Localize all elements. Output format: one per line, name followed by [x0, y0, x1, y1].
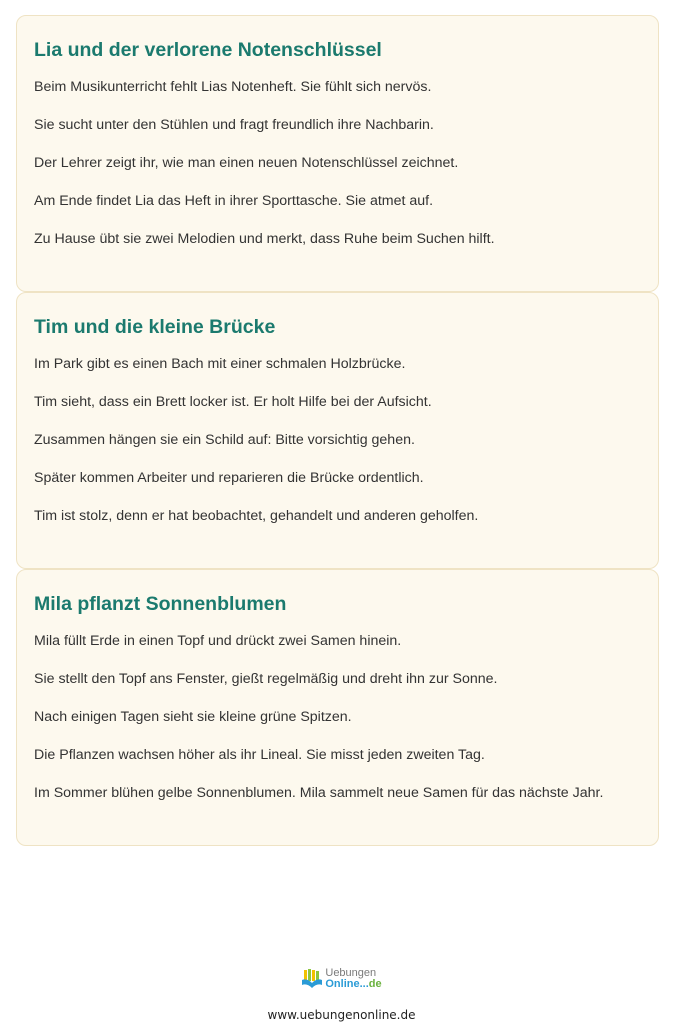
logo-text-de: de: [368, 978, 382, 990]
story-line: Später kommen Arbeiter und reparieren die Brücke ordentlich.: [34, 470, 424, 486]
story-lines: [34, 355, 640, 525]
story-line: Beim Musikunterricht fehlt Lias Notenheft. Sie fühlt sich nervös.: [34, 79, 432, 95]
story-lines: [34, 632, 640, 802]
site-logo[interactable]: [301, 964, 381, 994]
story-line: Tim sieht, dass ein Brett locker ist. Er holt Hilfe bei der Aufsicht.: [34, 394, 432, 410]
story-line: Mila füllt Erde in einen Topf und drückt zwei Samen hinein.: [34, 633, 402, 649]
story-line: Tim ist stolz, denn er hat beobachtet, gehandelt und anderen geholfen.: [34, 508, 479, 524]
story-line: Im Park gibt es einen Bach mit einer schmalen Holzbrücke.: [34, 356, 406, 372]
page-footer: [0, 964, 683, 1022]
story-lines: [34, 78, 640, 248]
site-url[interactable]: www.uebungenonline.de: [267, 1008, 416, 1022]
story-list: [16, 15, 659, 846]
story-line: Im Sommer blühen gelbe Sonnenblumen. Mila sammelt neue Samen für das nächste Jahr.: [34, 785, 604, 801]
story-title: Mila pflanzt Sonnenblumen: [34, 593, 287, 615]
story-line: Sie sucht unter den Stühlen und fragt freundlich ihre Nachbarin.: [34, 117, 434, 133]
story-card-tim: [16, 292, 659, 569]
story-line: Am Ende findet Lia das Heft in ihrer Sporttasche. Sie atmet auf.: [34, 193, 434, 209]
story-line: Nach einigen Tagen sieht sie kleine grüne Spitzen.: [34, 709, 352, 725]
story-line: Zusammen hängen sie ein Schild auf: Bitte vorsichtig gehen.: [34, 432, 415, 448]
story-title: Tim und die kleine Brücke: [34, 316, 276, 338]
open-book-icon: [301, 968, 323, 990]
story-line: Sie stellt den Topf ans Fenster, gießt regelmäßig und dreht ihn zur Sonne.: [34, 671, 498, 687]
logo-text: [325, 968, 381, 990]
story-line: Der Lehrer zeigt ihr, wie man einen neuen Notenschlüssel zeichnet.: [34, 155, 459, 171]
story-card-mila: [16, 569, 659, 846]
logo-text-bottom: [325, 979, 381, 990]
logo-text-online: Online...: [325, 978, 369, 990]
story-title: Lia und der verlorene Notenschlüssel: [34, 39, 382, 61]
story-line: Die Pflanzen wachsen höher als ihr Lineal. Sie misst jeden zweiten Tag.: [34, 747, 485, 763]
story-line: Zu Hause übt sie zwei Melodien und merkt, dass Ruhe beim Suchen hilft.: [34, 231, 495, 247]
logo-text-top: Uebungen: [325, 967, 377, 979]
story-card-lia: [16, 15, 659, 292]
